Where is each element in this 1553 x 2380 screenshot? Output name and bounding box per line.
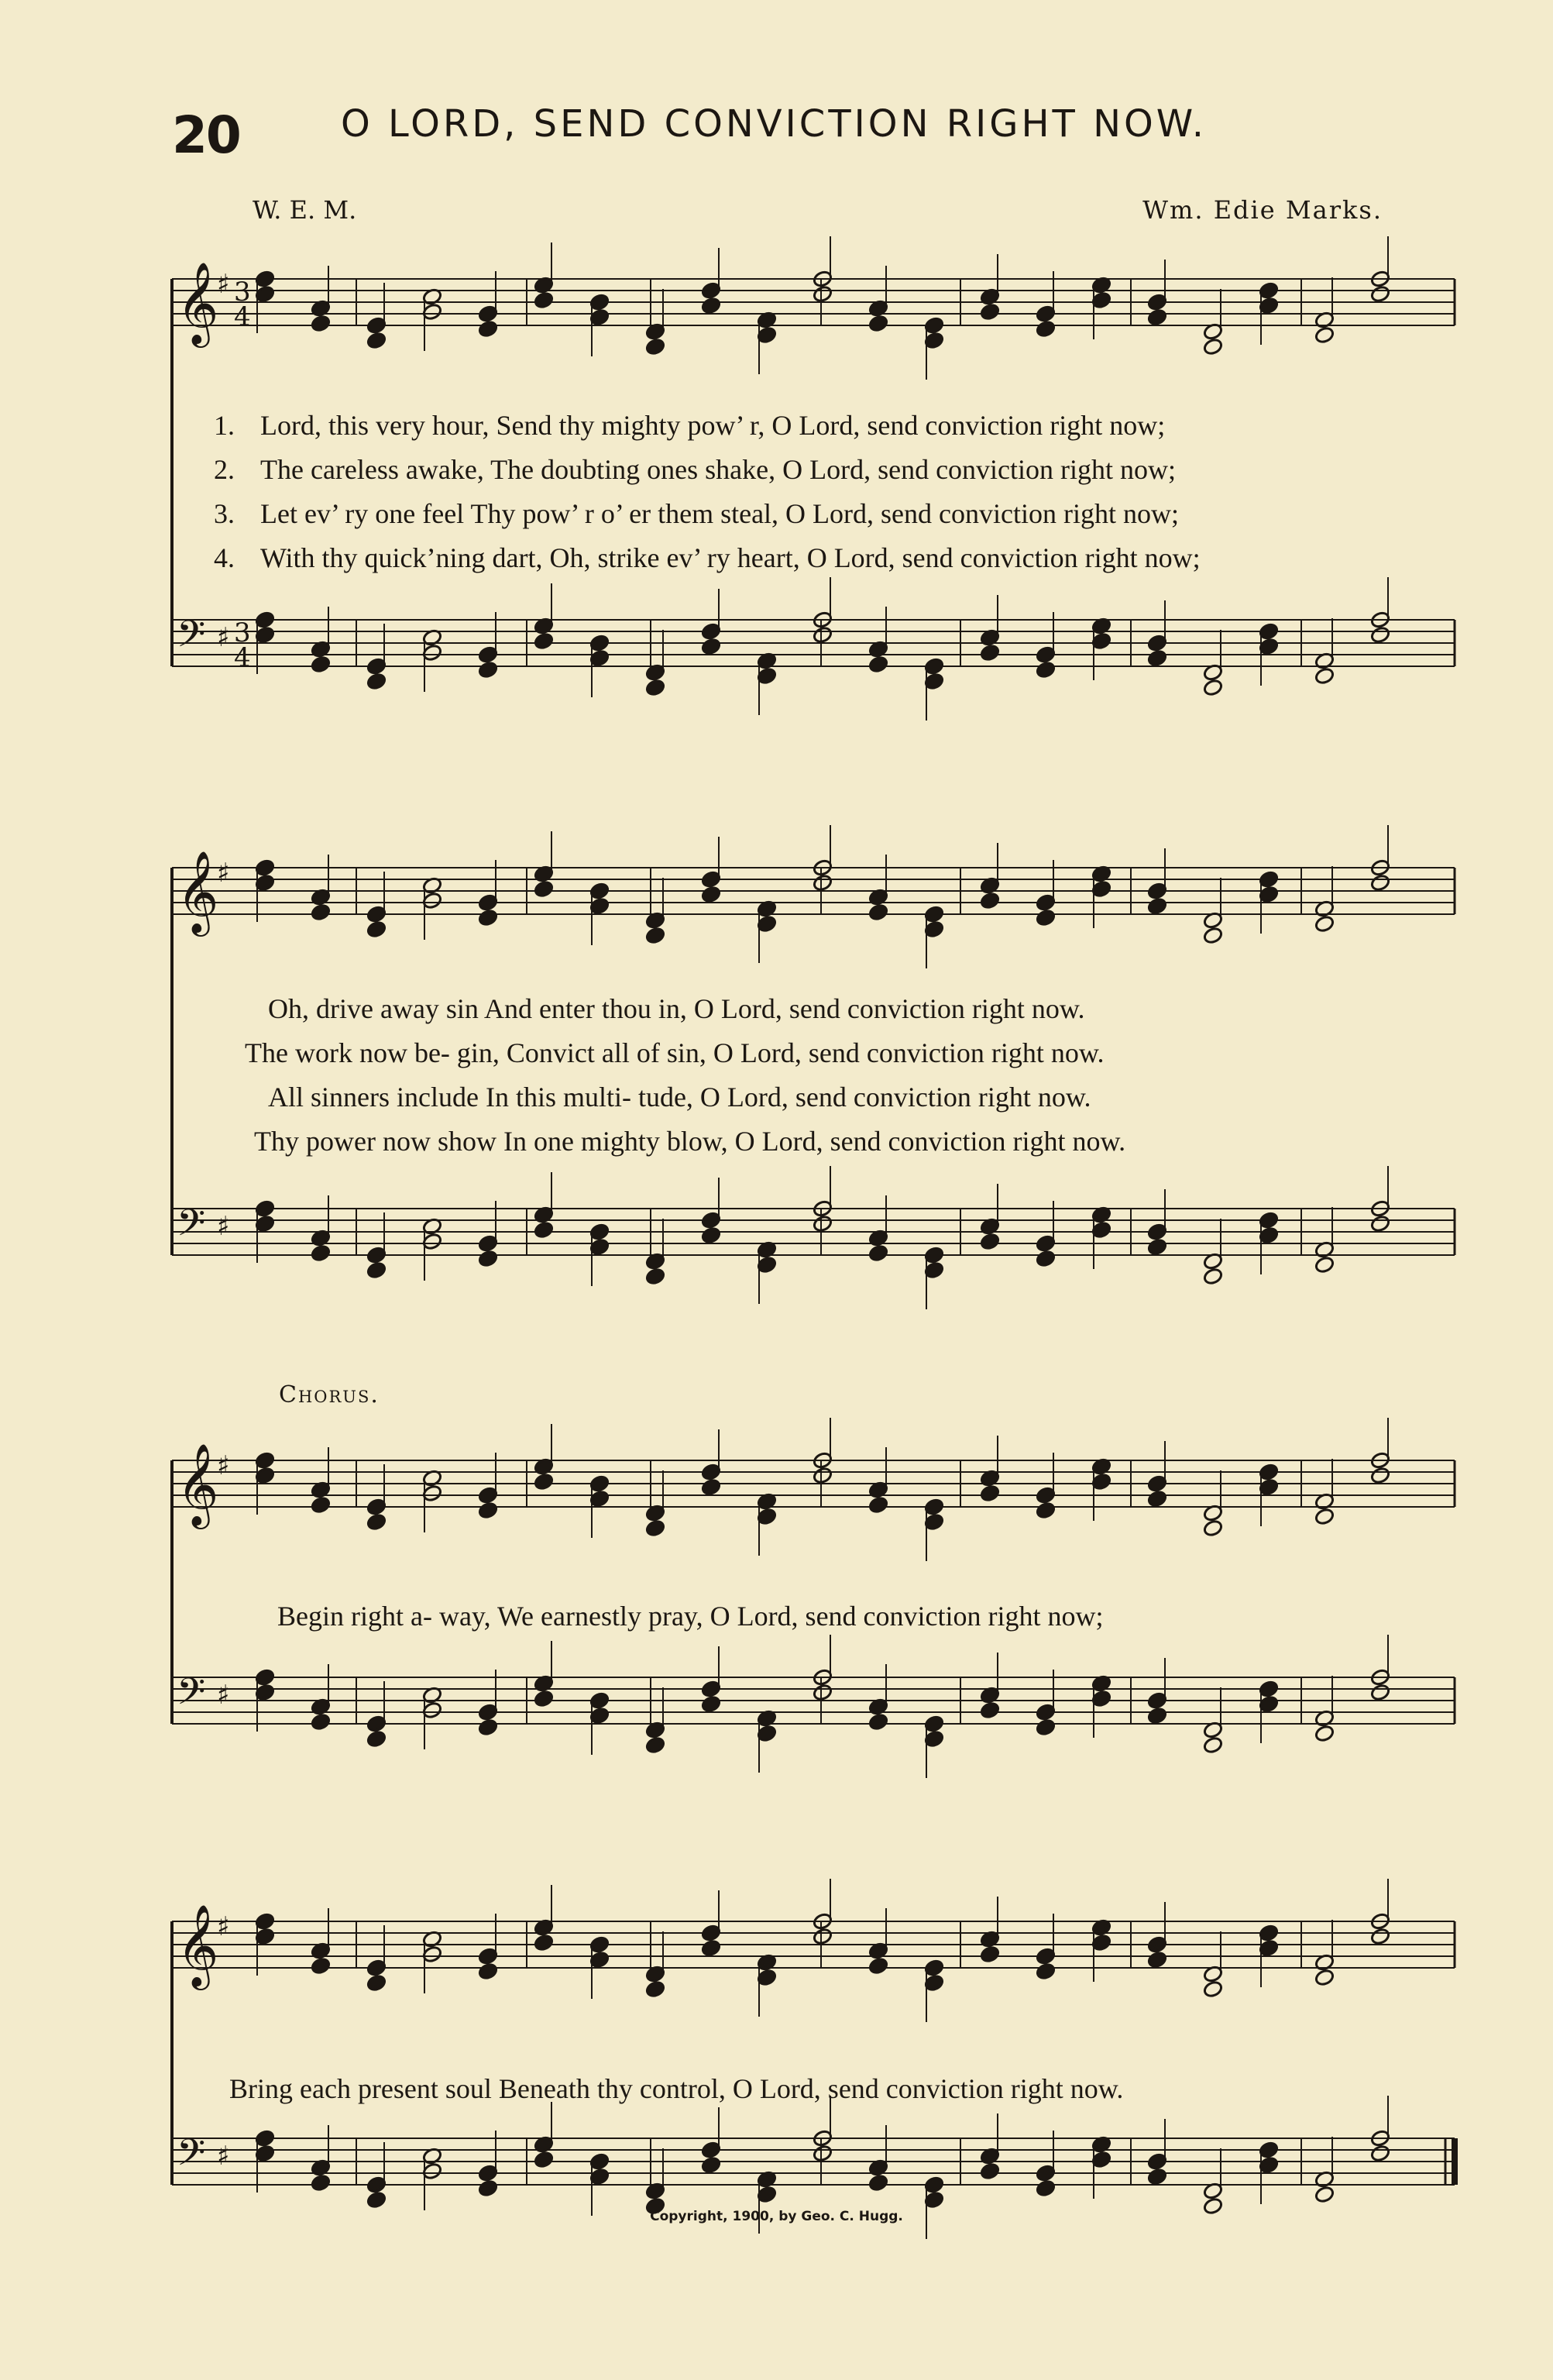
svg-text:4: 4 [234,642,251,673]
note-head [1036,2179,1057,2198]
note-head [980,2162,1001,2181]
note-head [366,1513,387,1532]
note-head [1203,1736,1224,1755]
note-head [366,1974,387,1993]
note-head [1203,1980,1224,1999]
treble-staff-4 [0,1894,1553,2220]
note-head [980,892,1001,910]
note-head [534,1473,555,1491]
note-head [868,315,889,333]
verse-line: 4. With thy quick’ning dart, Oh, strike ev’ ry heart, O Lord, send conviction right now; [214,542,1201,573]
note-head [645,679,666,697]
note-head [701,1939,722,1958]
note-head [311,2174,332,2193]
bass-clef-icon: 𝄢 [177,612,206,665]
note-head [478,909,499,927]
note-head [1036,320,1057,339]
note-head [311,1957,332,1976]
note-head [645,1980,666,1999]
note-head [478,1962,499,1981]
note-head [478,661,499,679]
sharp-key-signature-icon: ♯ [217,1450,230,1481]
copyright-notice: Copyright, 1900, by Geo. C. Hugg. [650,2209,903,2224]
composer-credit: Wm. Edie Marks. [1142,195,1383,225]
bass-clef-icon: 𝄢 [177,2131,206,2183]
note-head [534,1221,555,1240]
note-head [1036,661,1057,679]
verse-line: 1. Lord, this very hour, Send thy mighty pow’ r, O Lord, send conviction right now; [214,410,1166,441]
note-head [701,2156,722,2175]
note-head [813,1684,833,1702]
note-head [1147,1951,1168,1969]
note-head [1147,649,1168,668]
treble-clef-icon: 𝄞 [177,261,219,344]
note-head [701,297,722,315]
note-head [980,644,1001,662]
sharp-key-signature-icon: ♯ [217,269,230,300]
note-head [366,1730,387,1749]
note-head [645,1267,666,1286]
note-head [645,1736,666,1755]
music-system-2 [0,848,1553,1313]
note-head [1147,1238,1168,1257]
sharp-key-signature-icon: ♯ [217,622,230,653]
note-head [311,903,332,922]
note-head [701,1695,722,1714]
note-head [1203,927,1224,945]
note-head [1314,915,1335,934]
note-head [701,638,722,656]
music-system-1 [0,263,1553,728]
hymn-title: O LORD, SEND CONVICTION RIGHT NOW. [341,102,1208,146]
note-head [701,1478,722,1497]
bass-clef-icon: 𝄢 [177,1201,206,1254]
note-head [311,1713,332,1732]
music-system-4 [0,1894,1553,2220]
note-head [1147,308,1168,327]
chorus-label: Chorus. [279,1381,380,1408]
note-head [1147,897,1168,916]
note-head [868,903,889,922]
note-head [868,2174,889,2193]
note-head [813,1467,833,1485]
note-head [311,655,332,674]
note-head [813,626,833,645]
bass-clef-icon: 𝄢 [177,1670,206,1722]
time-signature-icon [234,277,251,332]
note-head [1036,1501,1057,1520]
note-head [813,285,833,304]
note-head [1203,338,1224,356]
page-number: 20 [172,105,240,165]
note-head [366,672,387,691]
note-head [813,2144,833,2163]
verse-line: Thy power now show In one mighty blow, O Lord, send conviction right now. [254,1126,1126,1157]
note-head [534,1934,555,1952]
note-head [478,1501,499,1520]
note-head [1203,1267,1224,1286]
treble-clef-icon: 𝄞 [177,1904,219,1986]
time-signature-icon [234,617,251,673]
music-system-3 [0,1433,1553,1790]
note-head [311,1496,332,1515]
note-head [478,1250,499,1268]
note-head [534,1690,555,1708]
note-head [311,315,332,333]
note-head [1370,1467,1391,1485]
note-head [1370,1215,1391,1233]
note-head [1036,909,1057,927]
note-head [813,874,833,892]
note-head [1203,679,1224,697]
verse-line: The work now be- gin, Convict all of sin, O Lord, send conviction right now. [245,1037,1105,1068]
note-head [813,1928,833,1946]
note-head [1147,1707,1168,1725]
treble-clef-icon: 𝄞 [177,850,219,933]
note-head [645,1519,666,1538]
sharp-key-signature-icon: ♯ [217,2141,230,2172]
note-head [813,1215,833,1233]
note-head [366,332,387,350]
note-head [366,920,387,939]
note-head [534,632,555,651]
treble-clef-icon: 𝄞 [177,1443,219,1525]
note-head [1036,1962,1057,1981]
note-head [478,320,499,339]
note-head [1314,1969,1335,1987]
note-head [1370,874,1391,892]
note-head [1370,1928,1391,1946]
note-head [311,1244,332,1263]
note-head [1314,1725,1335,1743]
sharp-key-signature-icon: ♯ [217,1911,230,1942]
note-head [980,1484,1001,1503]
note-head [645,338,666,356]
note-head [868,1496,889,1515]
chorus-line: Bring each present soul Beneath thy control, O Lord, send conviction right now. [229,2073,1124,2104]
note-head [868,655,889,674]
svg-text:3: 3 [234,617,251,648]
note-head [1370,626,1391,645]
verse-line: 2. The careless awake, The doubting ones shake, O Lord, send conviction right now; [214,454,1177,485]
note-head [1314,1508,1335,1526]
note-head [534,880,555,899]
sharp-key-signature-icon: ♯ [217,858,230,889]
note-head [1147,1490,1168,1508]
note-head [478,1718,499,1737]
note-head [868,1244,889,1263]
note-head [1203,1519,1224,1538]
sharp-key-signature-icon: ♯ [217,1680,230,1711]
verse-line: 3. Let ev’ ry one feel Thy pow’ r o’ er them steal, O Lord, send conviction right now; [214,498,1179,529]
note-head [645,927,666,945]
svg-text:3: 3 [234,277,251,308]
note-head [980,1701,1001,1720]
note-head [701,886,722,904]
sharp-key-signature-icon: ♯ [217,1211,230,1242]
note-head [1370,1684,1391,1702]
chorus-line: Begin right a- way, We earnestly pray, O Lord, send conviction right now; [277,1601,1104,1632]
note-head [1314,326,1335,345]
lyricist-credit: W. E. M. [253,195,357,225]
note-head [366,1261,387,1280]
note-head [366,2191,387,2210]
note-head [980,303,1001,322]
svg-text:4: 4 [234,301,251,332]
note-head [701,1226,722,1245]
note-head [1036,1718,1057,1737]
note-head [1370,285,1391,304]
note-head [478,2179,499,2198]
verse-line: All sinners include In this multi- tude, O Lord, send conviction right now. [268,1082,1091,1113]
note-head [1370,2144,1391,2163]
note-head [980,1945,1001,1964]
note-head [1314,667,1335,686]
note-head [534,291,555,310]
note-head [868,1713,889,1732]
note-head [868,1957,889,1976]
treble-staff-1 [0,263,1553,728]
verse-line: Oh, drive away sin And enter thou in, O Lord, send conviction right now. [268,993,1085,1024]
note-head [1036,1250,1057,1268]
note-head [980,1233,1001,1251]
note-head [1147,2168,1168,2186]
note-head [1314,2186,1335,2204]
note-head [534,2151,555,2169]
note-head [1314,1256,1335,1274]
